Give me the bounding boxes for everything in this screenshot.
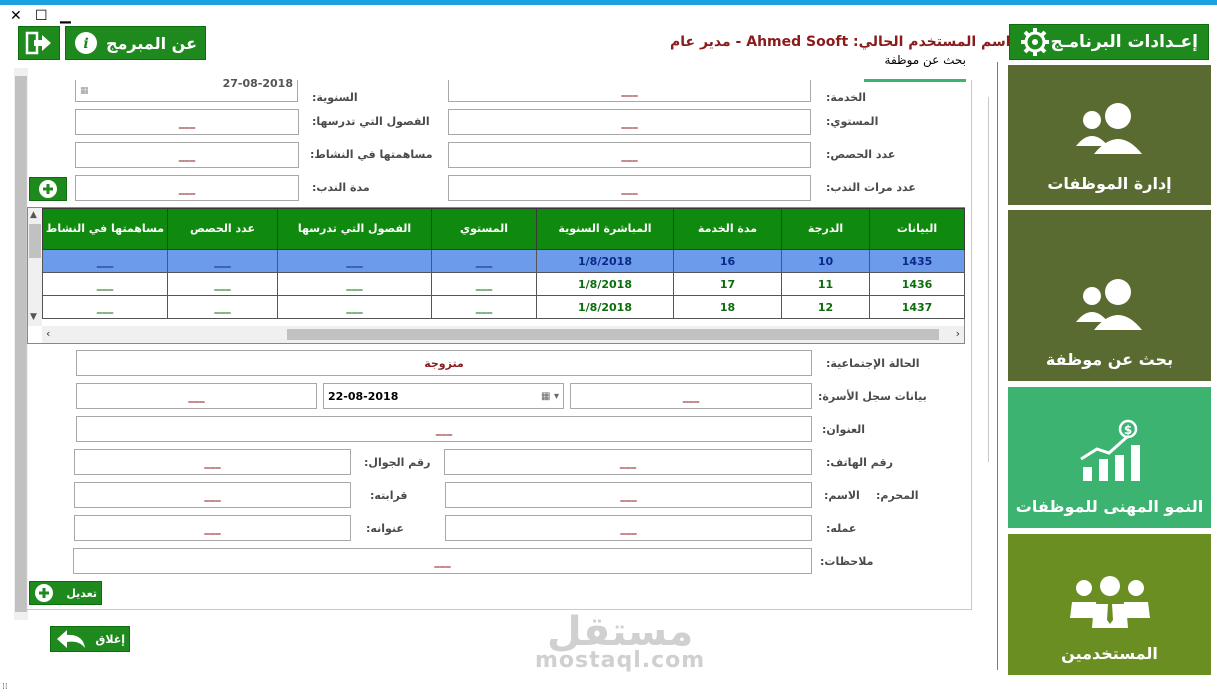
tab-label: بحث عن موظفة [884,53,966,67]
mahram-label: المحرم: [876,489,919,502]
cell[interactable]: 1436 [870,273,965,296]
work-field[interactable] [445,515,812,541]
phone-value: ___ [619,455,637,469]
mahram-name-label: الاسم: [824,489,860,502]
family-record-date-value: 22-08-2018 [328,389,399,403]
tile-label: إدارة الموظفات [1047,174,1172,193]
add-delegation-button[interactable] [29,177,67,201]
annual-label: السنوية: [312,91,358,104]
tile-label: المستخدمين [1061,644,1158,663]
users-icon [1070,102,1150,160]
level-label: المستوي: [826,115,879,128]
cell[interactable]: 1435 [870,250,965,273]
edit-button[interactable] [29,581,102,605]
level-field[interactable] [448,109,811,135]
address-field[interactable] [76,416,812,442]
col-header-contribution[interactable]: مساهمتها في النشاط [43,209,168,250]
family-record-date-field[interactable] [323,383,564,409]
watermark-latin: mostaql.com [535,648,706,673]
relation-label: قرابته: [370,489,408,502]
classes-taught-field[interactable] [75,109,299,135]
marital-status-label: الحالة الإجتماعية: [826,357,920,370]
user-prefix: اسم المستخدم الحالي: [853,34,1011,50]
family-record-field-1[interactable] [570,383,812,409]
table-row[interactable] [43,296,965,319]
delegation-count-field[interactable] [448,175,811,201]
tab-search-employee[interactable] [864,53,966,82]
activity-contribution-value: ___ [178,148,196,162]
annual-date-field[interactable] [75,77,298,102]
close-label: إغلاق [95,632,125,646]
cell[interactable]: ___ [278,296,432,319]
classes-taught-value: ___ [178,115,196,129]
minimize-window-icon[interactable]: ▁ [60,8,71,24]
col-header-service-duration[interactable]: مدة الخدمة [674,209,782,250]
tile-search-employee[interactable] [1008,210,1211,381]
delegation-duration-field[interactable] [75,175,299,201]
tile-professional-growth[interactable] [1008,387,1211,528]
delegation-duration-value: ___ [178,181,196,195]
cell[interactable]: 1/8/2018 [537,250,674,273]
marital-status-value: متزوجة [424,356,464,370]
close-window-icon[interactable]: ✕ [10,8,22,24]
notes-value: ___ [434,554,451,568]
watermark [535,609,706,673]
close-button[interactable] [50,626,130,652]
cell[interactable]: ___ [432,296,537,319]
family-record-value-1: ___ [682,389,700,403]
cell[interactable]: 12 [782,296,870,319]
cell[interactable]: ___ [168,273,278,296]
watermark-arabic: مستقل [546,609,694,655]
col-header-level[interactable]: المستوي [432,209,537,250]
gear-wrench-icon [1020,27,1050,57]
his-address-value: ___ [204,521,221,535]
cell[interactable]: 16 [674,250,782,273]
edit-label: تعديل [66,586,97,600]
grid-scroll-thumb[interactable] [29,224,41,258]
notes-field[interactable] [73,548,812,574]
relation-value: ___ [204,488,221,502]
tile-label: بحث عن موظفة [1045,350,1174,369]
cell[interactable]: ___ [432,273,537,296]
cell[interactable]: ___ [168,250,278,273]
sidebar-divider [997,62,998,670]
cell[interactable]: ___ [43,296,168,319]
records-grid [27,207,965,344]
col-header-data[interactable]: البيانات [870,209,965,250]
table-row[interactable] [43,273,965,296]
family-record-field-3[interactable] [76,383,317,409]
cell[interactable]: 1437 [870,296,965,319]
service-field[interactable] [448,80,811,102]
grid-vertical-scrollbar[interactable]: ▲ ▼ [28,208,42,326]
service-value: ___ [621,84,638,97]
delegation-count-value: ___ [621,181,638,195]
calendar-icon: ▦ [80,85,89,96]
service-label: الخدمة: [826,91,867,104]
mobile-label: رقم الجوال: [364,456,431,469]
exit-icon [26,32,52,54]
back-arrow-icon [55,628,87,650]
team-icon [1068,574,1152,630]
delegation-count-label: عدد مرات الندب: [826,181,916,194]
phone-field[interactable] [444,449,812,475]
tile-manage-employees[interactable] [1008,65,1211,205]
calendar-dropdown-icon[interactable]: ▦ ▾ [541,390,559,402]
his-address-label: عنوانه: [366,522,404,535]
current-user-info [670,34,1011,50]
settings-button[interactable] [1009,24,1209,60]
resize-grip-icon[interactable]: ⁞⁞ [2,682,8,692]
about-label: عن المبرمج [105,33,197,53]
work-value: ___ [620,521,637,535]
info-icon [74,31,98,55]
periods-count-field[interactable] [448,142,811,168]
cell[interactable]: ___ [278,273,432,296]
level-value: ___ [621,115,638,129]
family-record-value-3: ___ [188,389,205,403]
grid-horizontal-scrollbar[interactable]: ‹ › [42,326,964,343]
cell[interactable]: 1/8/2018 [537,273,674,296]
address-value: ___ [435,422,453,436]
inner-divider [984,97,989,462]
activity-contribution-field[interactable] [75,142,299,168]
cell[interactable]: ___ [278,250,432,273]
cell[interactable]: ___ [168,296,278,319]
table-row[interactable] [43,250,965,273]
phone-label: رقم الهاتف: [826,456,893,469]
tile-label: النمو المهنى للموظفات [1015,497,1204,516]
cell[interactable]: ___ [43,250,168,273]
records-table [42,208,965,319]
cell[interactable]: 11 [782,273,870,296]
col-header-periods[interactable]: عدد الحصص [168,209,278,250]
activity-contribution-label: مساهمتها في النشاط: [310,148,433,161]
notes-label: ملاحظات: [820,555,874,568]
address-label: العنوان: [822,423,866,436]
relation-field[interactable] [74,482,351,508]
cell[interactable]: 1/8/2018 [537,296,674,319]
classes-taught-label: الفصول التي تدرسها: [312,115,430,128]
grid-hscroll-thumb[interactable] [287,329,939,340]
svg-text:i: i [83,36,89,52]
family-record-label: بيانات سجل الأسرة: [818,390,927,403]
mobile-value: ___ [204,455,221,469]
periods-count-value: ___ [621,148,638,162]
table-header-row [43,209,965,250]
work-label: عمله: [826,522,857,535]
col-header-classes[interactable]: الفصول التي تدرسها [278,209,432,250]
users-search-icon [1070,278,1150,336]
mahram-name-field[interactable] [445,482,812,508]
cell[interactable]: ___ [43,273,168,296]
user-name: Ahmed Sooft [746,34,849,50]
marital-status-field[interactable] [76,350,812,376]
mobile-field[interactable] [74,449,351,475]
user-role: - مدير عام [670,34,742,50]
cell[interactable]: 18 [674,296,782,319]
settings-label: إعـدادات البرنامـج [1050,32,1198,52]
delegation-duration-label: مدة الندب: [312,181,370,194]
exit-button[interactable] [18,26,60,60]
plus-icon [34,583,54,603]
cell[interactable]: 17 [674,273,782,296]
restore-window-icon[interactable]: ☐ [35,8,48,24]
cell[interactable]: ___ [432,250,537,273]
growth-chart-icon [1075,419,1145,483]
periods-count-label: عدد الحصص: [826,148,896,161]
cell[interactable]: 10 [782,250,870,273]
tile-users[interactable] [1008,534,1211,675]
annual-date-value: 27-08-2018 [222,77,293,90]
his-address-field[interactable] [74,515,351,541]
about-programmer-button[interactable] [65,26,206,60]
col-header-annual-start[interactable]: المباشرة السنوية [537,209,674,250]
col-header-grade[interactable]: الدرجة [782,209,870,250]
plus-icon [38,179,58,199]
window-top-strip [0,0,1217,5]
mahram-name-value: ___ [620,488,637,502]
svg-text:$: $ [1123,423,1132,437]
